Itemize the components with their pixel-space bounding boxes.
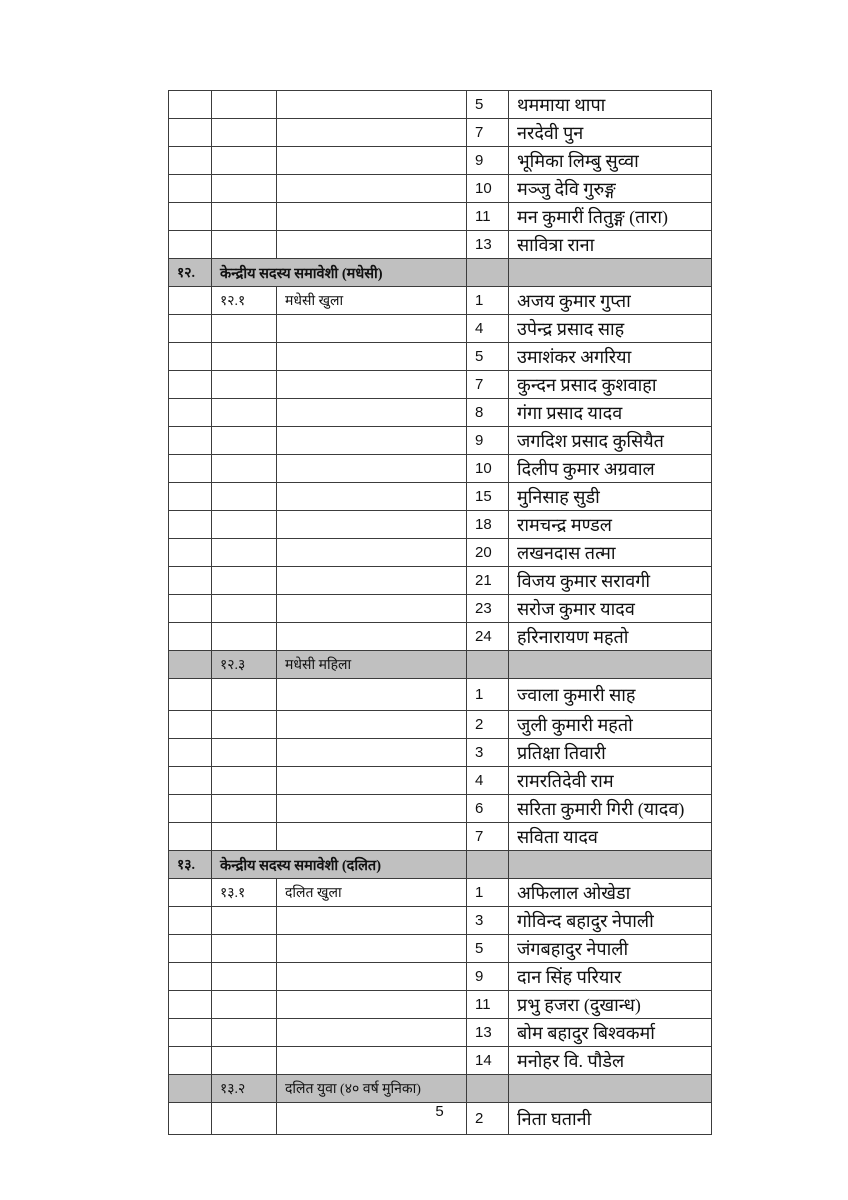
member-name: हरिनारायण महतो [509,623,712,651]
subserial-cell-empty [212,623,277,651]
member-name: दान सिंह परियार [509,963,712,991]
category-cell-empty [277,343,467,371]
category-cell-empty [277,1019,467,1047]
table-row [169,455,712,483]
table-row [169,511,712,539]
subserial-cell-empty [212,935,277,963]
category-cell-empty [277,91,467,119]
member-name: बोम बहादुर बिश्वकर्मा [509,1019,712,1047]
name-cell-empty [509,851,712,879]
member-name: रामरतिदेवी राम [509,767,712,795]
member-rank: 11 [467,203,509,231]
member-name: सावित्रा राना [509,231,712,259]
member-rank: 18 [467,511,509,539]
category-cell-empty [277,823,467,851]
table-row [169,767,712,795]
member-rank: 24 [467,623,509,651]
category-cell-empty [277,795,467,823]
table-row [169,935,712,963]
subserial-cell-empty [212,511,277,539]
member-name: रामचन्द्र मण्डल [509,511,712,539]
member-name: सविता यादव [509,823,712,851]
member-rank: 4 [467,315,509,343]
serial-cell-empty [169,991,212,1019]
category-cell-empty [277,595,467,623]
table-row [169,567,712,595]
member-name: मुनिसाह सुडी [509,483,712,511]
serial-cell-empty [169,623,212,651]
serial-cell-empty [169,1047,212,1075]
page-number: 5 [435,1103,444,1120]
serial-cell-empty [169,739,212,767]
subserial-cell-empty [212,203,277,231]
table-row [169,399,712,427]
table-row [169,119,712,147]
subsection-category: मधेसी महिला [277,651,467,679]
subserial-cell-empty [212,315,277,343]
table-row [169,739,712,767]
member-name: निता घतानी [509,1103,712,1135]
member-rank: 11 [467,991,509,1019]
table-row [169,259,712,287]
serial-cell-empty [169,567,212,595]
subserial-cell-empty [212,907,277,935]
member-name: उपेन्द्र प्रसाद साह [509,315,712,343]
member-rank: 7 [467,119,509,147]
member-rank: 10 [467,455,509,483]
category-cell-empty [277,567,467,595]
category-cell-empty [277,483,467,511]
member-rank: 1 [467,879,509,907]
table-row [169,1047,712,1075]
member-name: दिलीप कुमार अग्रवाल [509,455,712,483]
table-row [169,175,712,203]
serial-cell-empty [169,907,212,935]
member-name: भूमिका लिम्बु सुव्वा [509,147,712,175]
serial-cell-empty [169,427,212,455]
rank-cell-empty [467,1075,509,1103]
serial-cell-empty [169,231,212,259]
category-cell-empty [277,907,467,935]
serial-cell-empty [169,315,212,343]
member-name: प्रतिक्षा तिवारी [509,739,712,767]
subsection-serial: १३.२ [212,1075,277,1103]
category-cell-empty [277,175,467,203]
category-cell-empty [277,767,467,795]
member-name: सरिता कुमारी गिरी (यादव) [509,795,712,823]
category-cell-empty [277,623,467,651]
member-rank: 9 [467,427,509,455]
subsection-category: दलित खुला [277,879,467,907]
category-cell-empty [277,315,467,343]
rank-cell-empty [467,651,509,679]
serial-cell-empty [169,879,212,907]
category-cell-empty [277,963,467,991]
member-rank: 1 [467,679,509,711]
member-rank: 2 [467,711,509,739]
serial-cell-empty [169,203,212,231]
table-row [169,623,712,651]
name-cell-empty [509,1075,712,1103]
member-name: कुन्दन प्रसाद कुशवाहा [509,371,712,399]
member-rank: 21 [467,567,509,595]
table-row [169,427,712,455]
subserial-cell-empty [212,455,277,483]
serial-cell-empty [169,711,212,739]
serial-cell-empty [169,343,212,371]
member-name: नरदेवी पुन [509,119,712,147]
serial-cell-empty [169,511,212,539]
subserial-cell-empty [212,679,277,711]
table-row [169,343,712,371]
table-row [169,147,712,175]
category-cell-empty [277,455,467,483]
member-rank: 5 [467,343,509,371]
subsection-category: दलित युवा (४० वर्ष मुनिका) [277,1075,467,1103]
member-name: जुली कुमारी महतो [509,711,712,739]
subserial-cell-empty [212,147,277,175]
category-cell-empty [277,679,467,711]
table-row [169,203,712,231]
table-row [169,679,712,711]
subsection-serial: १२.१ [212,287,277,315]
member-name: अफिलाल ओखेडा [509,879,712,907]
subserial-cell-empty [212,1047,277,1075]
member-rank: 4 [467,767,509,795]
subserial-cell-empty [212,539,277,567]
member-name: लखनदास तत्मा [509,539,712,567]
name-cell-empty [509,651,712,679]
member-name: प्रभु हजरा (दुखान्ध) [509,991,712,1019]
member-name: सरोज कुमार यादव [509,595,712,623]
subserial-cell-empty [212,795,277,823]
serial-cell-empty [169,1075,212,1103]
table-row [169,539,712,567]
serial-cell-empty [169,595,212,623]
member-name: जंगबहादुर नेपाली [509,935,712,963]
serial-cell-empty [169,679,212,711]
table-row [169,991,712,1019]
table-row [169,711,712,739]
subsection-category: मधेसी खुला [277,287,467,315]
subserial-cell-empty [212,711,277,739]
member-name: विजय कुमार सरावगी [509,567,712,595]
member-rank: 3 [467,907,509,935]
member-name: मञ्जु देवि गुरुङ्ग [509,175,712,203]
member-rank: 1 [467,287,509,315]
category-cell-empty [277,739,467,767]
member-name: अजय कुमार गुप्ता [509,287,712,315]
table-row [169,91,712,119]
serial-cell-empty [169,287,212,315]
subserial-cell-empty [212,1019,277,1047]
table-row [169,823,712,851]
subserial-cell-empty [212,823,277,851]
member-name: उमाशंकर अगरिया [509,343,712,371]
subserial-cell-empty [212,991,277,1019]
table-row [169,315,712,343]
section-title: केन्द्रीय सदस्य समावेशी (दलित) [212,851,467,879]
serial-cell-empty [169,147,212,175]
member-roster-table [168,90,712,1135]
member-rank: 3 [467,739,509,767]
member-rank: 15 [467,483,509,511]
category-cell-empty [277,399,467,427]
member-rank: 23 [467,595,509,623]
section-title: केन्द्रीय सदस्य समावेशी (मधेसी) [212,259,467,287]
section-serial: १२. [169,259,212,287]
serial-cell-empty [169,455,212,483]
serial-cell-empty [169,823,212,851]
category-cell-empty [277,711,467,739]
subserial-cell-empty [212,427,277,455]
subserial-cell-empty [212,343,277,371]
table-row [169,287,712,315]
member-rank: 7 [467,371,509,399]
serial-cell-empty [169,963,212,991]
member-rank: 13 [467,231,509,259]
subserial-cell-empty [212,231,277,259]
subserial-cell-empty [212,767,277,795]
table-row [169,1075,712,1103]
member-rank: 9 [467,963,509,991]
category-cell-empty [277,539,467,567]
rank-cell-empty [467,851,509,879]
serial-cell-empty [169,371,212,399]
subsection-serial: १३.१ [212,879,277,907]
table-row [169,595,712,623]
name-cell-empty [509,259,712,287]
table-row [169,651,712,679]
rank-cell-empty [467,259,509,287]
subserial-cell-empty [212,567,277,595]
member-name: मनोहर वि. पौडेल [509,1047,712,1075]
member-name: गंगा प्रसाद यादव [509,399,712,427]
category-cell-empty [277,203,467,231]
member-name: जगदिश प्रसाद कुसियैत [509,427,712,455]
member-rank: 7 [467,823,509,851]
table-row [169,851,712,879]
subserial-cell-empty [212,371,277,399]
serial-cell-empty [169,399,212,427]
member-rank: 10 [467,175,509,203]
subserial-cell-empty [212,483,277,511]
member-name: ज्वाला कुमारी साह [509,679,712,711]
subserial-cell-empty [212,119,277,147]
section-serial: १३. [169,851,212,879]
table-row [169,483,712,511]
category-cell-empty [277,991,467,1019]
category-cell-empty [277,371,467,399]
category-cell-empty [277,1047,467,1075]
subserial-cell-empty [212,595,277,623]
member-name: गोविन्द बहादुर नेपाली [509,907,712,935]
member-rank: 13 [467,1019,509,1047]
subserial-cell-empty [212,175,277,203]
member-name: थममाया थापा [509,91,712,119]
member-rank: 9 [467,147,509,175]
serial-cell-empty [169,91,212,119]
category-cell-empty [277,427,467,455]
table-row [169,1019,712,1047]
table-row [169,963,712,991]
category-cell-empty [277,231,467,259]
subserial-cell-empty [212,739,277,767]
member-rank: 5 [467,935,509,963]
serial-cell-empty [169,119,212,147]
category-cell-empty [277,147,467,175]
subserial-cell-empty [212,399,277,427]
serial-cell-empty [169,539,212,567]
category-cell-empty [277,511,467,539]
subsection-serial: १२.३ [212,651,277,679]
serial-cell-empty [169,483,212,511]
member-rank: 20 [467,539,509,567]
member-rank: 6 [467,795,509,823]
serial-cell-empty [169,175,212,203]
member-rank: 14 [467,1047,509,1075]
table-row [169,231,712,259]
serial-cell-empty [169,651,212,679]
table-row [169,879,712,907]
subserial-cell-empty [212,963,277,991]
member-rank: 8 [467,399,509,427]
table-row [169,907,712,935]
category-cell-empty [277,935,467,963]
serial-cell-empty [169,935,212,963]
roster-table-body [169,91,712,1135]
member-rank: 5 [467,91,509,119]
member-rank: 2 [467,1103,509,1135]
table-row [169,371,712,399]
subserial-cell-empty [212,91,277,119]
serial-cell-empty [169,795,212,823]
member-name: मन कुमारीं तितुङ्ग (तारा) [509,203,712,231]
category-cell-empty [277,119,467,147]
table-row [169,795,712,823]
serial-cell-empty [169,767,212,795]
serial-cell-empty [169,1019,212,1047]
